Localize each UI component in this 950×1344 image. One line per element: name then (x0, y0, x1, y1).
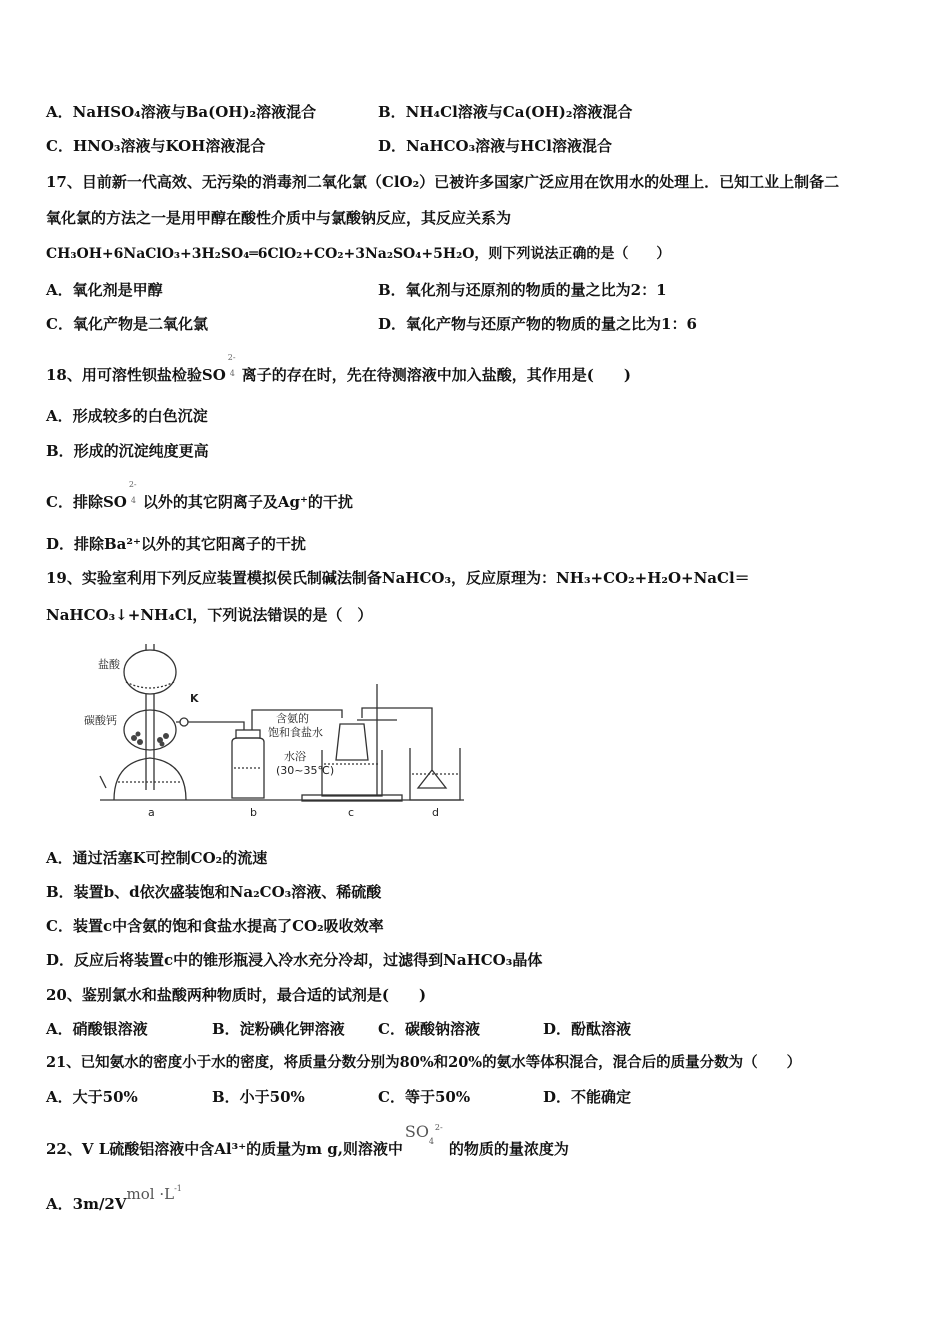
ion-base: SO (404, 1122, 429, 1141)
q17-option-b: B．氧化剂与还原剂的物质的量之比为2：1 (378, 281, 667, 299)
unit-exponent: -1 (174, 1184, 182, 1193)
ion-sup: 2- (434, 1123, 443, 1132)
label-bath-1: 水浴 (284, 750, 306, 763)
label-bath-2: (30~35℃) (276, 764, 335, 777)
absorber-beaker-d (410, 748, 460, 800)
q21-option-c: C．等于50% (378, 1088, 471, 1106)
tube-c-d (362, 708, 432, 750)
sulfate-ion-charge-c (127, 480, 143, 507)
q20-option-d: D．酚酞溶液 (543, 1020, 632, 1038)
q18-stem-part1: 18、用可溶性钡盐检验SO (46, 366, 226, 384)
q21-option-d: D．不能确定 (543, 1088, 632, 1106)
stopcock-k (180, 718, 188, 726)
q18-option-c-part2: 以外的其它阴离子及Ag⁺的干扰 (142, 493, 353, 511)
q16-option-c: C．HNO₃溶液与KOH溶液混合 (46, 137, 266, 155)
q21-option-a: A．大于50% (46, 1088, 138, 1106)
q18-stem (46, 353, 631, 385)
q19-stem-line1: 19、实验室利用下列反应装置模拟侯氏制碱法制备NaHCO₃，反应原理为：NH₃+CO₂+H₂O+NaCl＝ (46, 569, 750, 587)
q22-option-a (46, 1184, 182, 1217)
q22-stem-part2: 的物质的量浓度为 (448, 1140, 569, 1158)
ion-charge-sup: 2- (128, 480, 137, 489)
label-k: K (190, 692, 199, 705)
q22-stem-part1: 22、V L硫酸铝溶液中含Al³⁺的质量为m g,则溶液中 (46, 1140, 403, 1158)
ion-sub: 4 (428, 1137, 435, 1146)
q20-stem: 20、鉴别氯水和盐酸两种物质时，最合适的试剂是( ) (46, 986, 427, 1004)
sulfate-ion-formula (403, 1122, 449, 1154)
q18-stem-part2: 离子的存在时，先在待测溶液中加入盐酸，其作用是( ) (241, 366, 631, 384)
q18-option-d: D．排除Ba²⁺以外的其它阳离子的干扰 (46, 535, 306, 553)
q21-stem: 21、已知氨水的密度小于水的密度，将质量分数分别为80%和20%的氨水等体积混合，混合后的质量分数为（ ） (46, 1054, 802, 1071)
q19-option-c: C．装置c中含氨的饱和食盐水提高了CO₂吸收效率 (46, 917, 384, 935)
label-b: b (250, 806, 257, 819)
ion-charge-sub: 4 (130, 496, 136, 505)
tube-a-b (204, 722, 244, 730)
q18-option-a: A．形成较多的白色沉淀 (46, 407, 208, 425)
q17-option-a: A．氧化剂是甲醇 (46, 281, 163, 299)
q19-option-a: A．通过活塞K可控制CO₂的流速 (46, 849, 268, 867)
label-caco3: 碳酸钙 (84, 714, 117, 727)
q18-option-c-part1: C．排除SO (46, 493, 127, 511)
sulfate-ion-charge (226, 353, 242, 380)
q19-option-d: D．反应后将装置c中的锥形瓶浸入冷水充分冷却，过滤得到NaHCO₃晶体 (46, 951, 543, 969)
label-c: c (348, 806, 355, 819)
q20-option-b: B．淀粉碘化钾溶液 (212, 1020, 345, 1038)
q22-stem (46, 1122, 569, 1159)
q19-option-b: B．装置b、d依次盛装饱和Na₂CO₃溶液、稀硫酸 (46, 883, 382, 901)
conical-flask (336, 724, 368, 760)
q19-stem-line2: NaHCO₃↓+NH₄Cl，下列说法错误的是（ ） (46, 606, 373, 624)
q16-option-d: D．NaHCO₃溶液与HCl溶液混合 (378, 137, 612, 155)
q17-stem-line1: 17、目前新一代高效、无污染的消毒剂二氧化氯（ClO₂）已被许多国家广泛应用在饮用水的处理上．已知工业上制备二 (46, 173, 840, 191)
inverted-funnel (418, 750, 446, 788)
ion-charge-sub: 4 (229, 369, 235, 378)
q17-option-d: D．氧化产物与还原产物的物质的量之比为1：6 (378, 315, 697, 333)
ion-charge-sup: 2- (227, 353, 236, 362)
q17-stem-line3: CH₃OH+6NaClO₃+3H₂SO₄═6ClO₂+CO₂+3Na₂SO₄+5H₂O，则下列说法正确的是（ ） (46, 246, 671, 262)
calcium-carbonate-lumps (131, 732, 169, 747)
q22-option-a-value: A．3m/2V (46, 1195, 127, 1213)
apparatus-figure (84, 640, 472, 825)
unit-mol-per-l: mol ·L (126, 1185, 175, 1203)
q20-option-a: A．硝酸银溶液 (46, 1020, 148, 1038)
q17-option-c: C．氧化产物是二氧化氯 (46, 315, 208, 333)
q18-option-b: B．形成的沉淀纯度更高 (46, 442, 209, 460)
top-liquid (126, 682, 174, 688)
bottom-bulb (114, 758, 186, 800)
label-a: a (148, 806, 155, 819)
q20-option-c: C．碳酸钠溶液 (378, 1020, 480, 1038)
wash-bottle-b (232, 730, 264, 798)
label-brine-2: 饱和食盐水 (268, 726, 323, 739)
water-bath-c (302, 684, 402, 801)
q18-option-c (46, 480, 353, 512)
label-brine-1: 含氨的 (276, 712, 309, 725)
q16-option-a: A．NaHSO₄溶液与Ba(OH)₂溶液混合 (46, 103, 317, 121)
middle-bulb (124, 710, 176, 750)
kipp-stand (100, 776, 106, 788)
label-hcl: 盐酸 (98, 658, 120, 671)
q16-option-b: B．NH₄Cl溶液与Ca(OH)₂溶液混合 (378, 103, 633, 121)
q21-option-b: B．小于50% (212, 1088, 305, 1106)
q17-stem-line2: 氧化氯的方法之一是用甲醇在酸性介质中与氯酸钠反应，其反应关系为 (46, 209, 512, 227)
label-d: d (432, 806, 439, 819)
